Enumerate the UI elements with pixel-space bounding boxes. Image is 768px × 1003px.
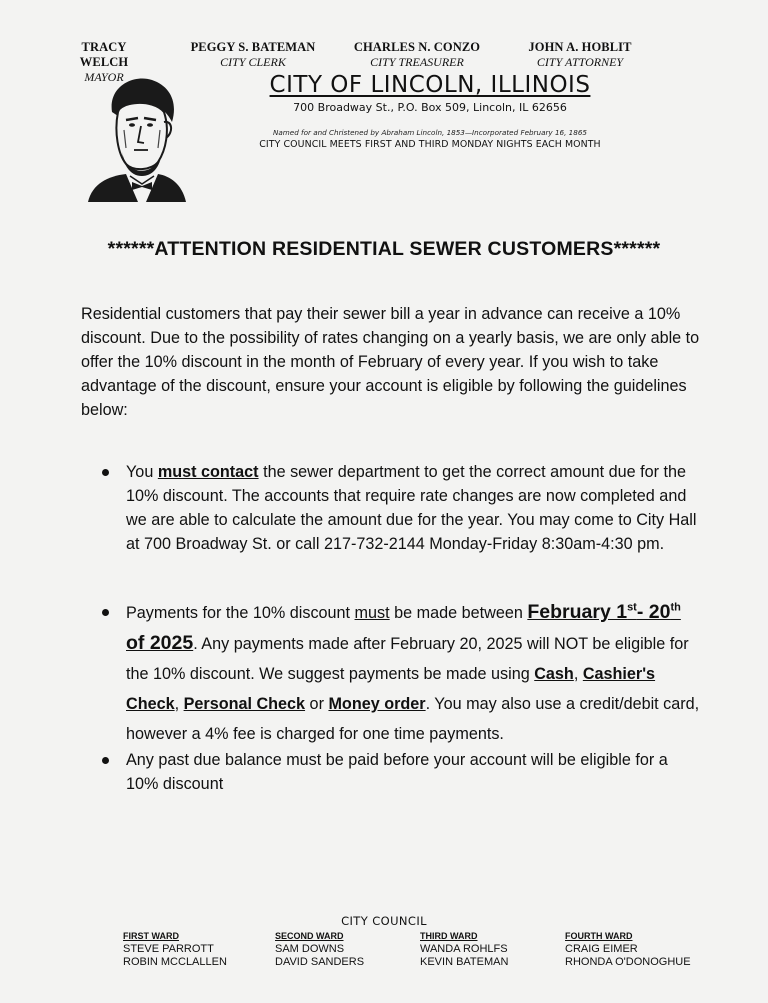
ward-member: WANDA ROHLFS: [420, 943, 508, 955]
lincoln-portrait-icon: [82, 72, 190, 202]
bullet1-pre: You: [126, 463, 158, 481]
ward-member: STEVE PARROTT: [123, 943, 214, 955]
bullet-list-1: [100, 460, 700, 556]
city-name: CITY OF LINCOLN, ILLINOIS: [269, 72, 591, 98]
ward-name: SECOND WARD: [275, 931, 344, 941]
ward-member: CRAIG EIMER: [565, 943, 638, 955]
council-meeting-note: CITY COUNCIL MEETS FIRST AND THIRD MONDAY NIGHTS EACH MONTH: [259, 139, 601, 150]
bullet3-text: Any past due balance must be paid before your account will be eligible for a 10% discount: [126, 751, 668, 793]
bullet1-emphasis: must contact: [157, 463, 259, 481]
official-name: PEGGY S. BATEMAN: [190, 40, 316, 54]
official-clerk: [188, 40, 318, 70]
bullet2-personal-check: Personal Check: [183, 695, 306, 713]
official-attorney: [522, 40, 638, 70]
ward-second: [275, 930, 364, 969]
bullet2-money-order: Money order: [328, 695, 426, 713]
ward-name: FIRST WARD: [123, 931, 179, 941]
bullet-icon: [102, 757, 109, 764]
ward-member: ROBIN MCCLALLEN: [123, 956, 227, 968]
official-title: CITY TREASURER: [370, 55, 464, 69]
bullet-list-3: [100, 748, 700, 796]
ward-name: FOURTH WARD: [565, 931, 633, 941]
city-info: [240, 72, 620, 150]
bullet2-or: or: [305, 695, 329, 713]
bullet2-cash: Cash: [534, 665, 574, 683]
bullet1-post: the sewer department to get the correct amount due for the 10% discount. The accounts that require rate changes are now completed and we are able to calculate the amount due for the year. You may come to City Hall at 700 Broadway St. or call 217-732-2144 Monday-Friday 8:30am-4:30 pm.: [126, 463, 697, 553]
bullet2-pre: Payments for the 10% discount: [126, 604, 355, 622]
official-treasurer: [352, 40, 482, 70]
official-name: TRACY WELCH: [79, 40, 129, 69]
official-name: JOHN A. HOBLIT: [528, 40, 632, 54]
ward-member: SAM DOWNS: [275, 943, 345, 955]
city-named-note: Named for and Christened by Abraham Lincoln, 1853—Incorporated February 16, 1865: [273, 128, 587, 137]
bullet2-mid: be made between: [389, 604, 528, 622]
bullet2-cashiers-check: Cashier's Check: [126, 665, 656, 713]
ward-name: THIRD WARD: [420, 931, 478, 941]
bullet2-text3: . You may also use a credit/debit card, however a 4% fee is charged for one time payments.: [126, 695, 700, 743]
ward-third: [420, 930, 508, 969]
ward-fourth: [565, 930, 691, 969]
council-title: CITY COUNCIL: [341, 914, 427, 928]
notice-heading: ******ATTENTION RESIDENTIAL SEWER CUSTOMERS******: [107, 238, 661, 260]
official-title: CITY CLERK: [220, 55, 286, 69]
city-address: 700 Broadway St., P.O. Box 509, Lincoln, IL 62656: [293, 101, 567, 114]
bullet2-comma: ,: [174, 695, 184, 713]
list-item: [100, 460, 700, 556]
ward-member: DAVID SANDERS: [275, 956, 365, 968]
ward-member: KEVIN BATEMAN: [420, 956, 509, 968]
bullet2-date-start: February 1st- 20th: [527, 601, 681, 623]
bullet2-comma: ,: [573, 665, 583, 683]
official-name: CHARLES N. CONZO: [353, 40, 481, 54]
bullet-icon: [102, 609, 109, 616]
official-title: MAYOR: [84, 70, 124, 84]
official-title: CITY ATTORNEY: [536, 55, 624, 69]
list-item: [100, 748, 700, 796]
bullet-list-2: [100, 597, 700, 749]
intro-paragraph: Residential customers that pay their sewer bill a year in advance can receive a 10% discount. Due to the possibility of rates changing on a yearly basis, we are only able to offer the 10% discount in the month of February of every year. If you wish to take advantage of the discount, ensure your account is eligible by following the guidelines below:: [81, 305, 700, 419]
bullet2-date-year: of 2025: [126, 632, 194, 654]
ward-member: RHONDA O'DONOGHUE: [565, 956, 691, 968]
list-item: [100, 597, 700, 749]
bullet-icon: [102, 469, 109, 476]
bullet2-must: must: [354, 604, 390, 622]
bullet2-text2: . Any payments made after February 20, 2025 will NOT be eligible for the 10% discount. We suggest payments be made using: [126, 635, 689, 683]
ward-first: [123, 930, 227, 969]
